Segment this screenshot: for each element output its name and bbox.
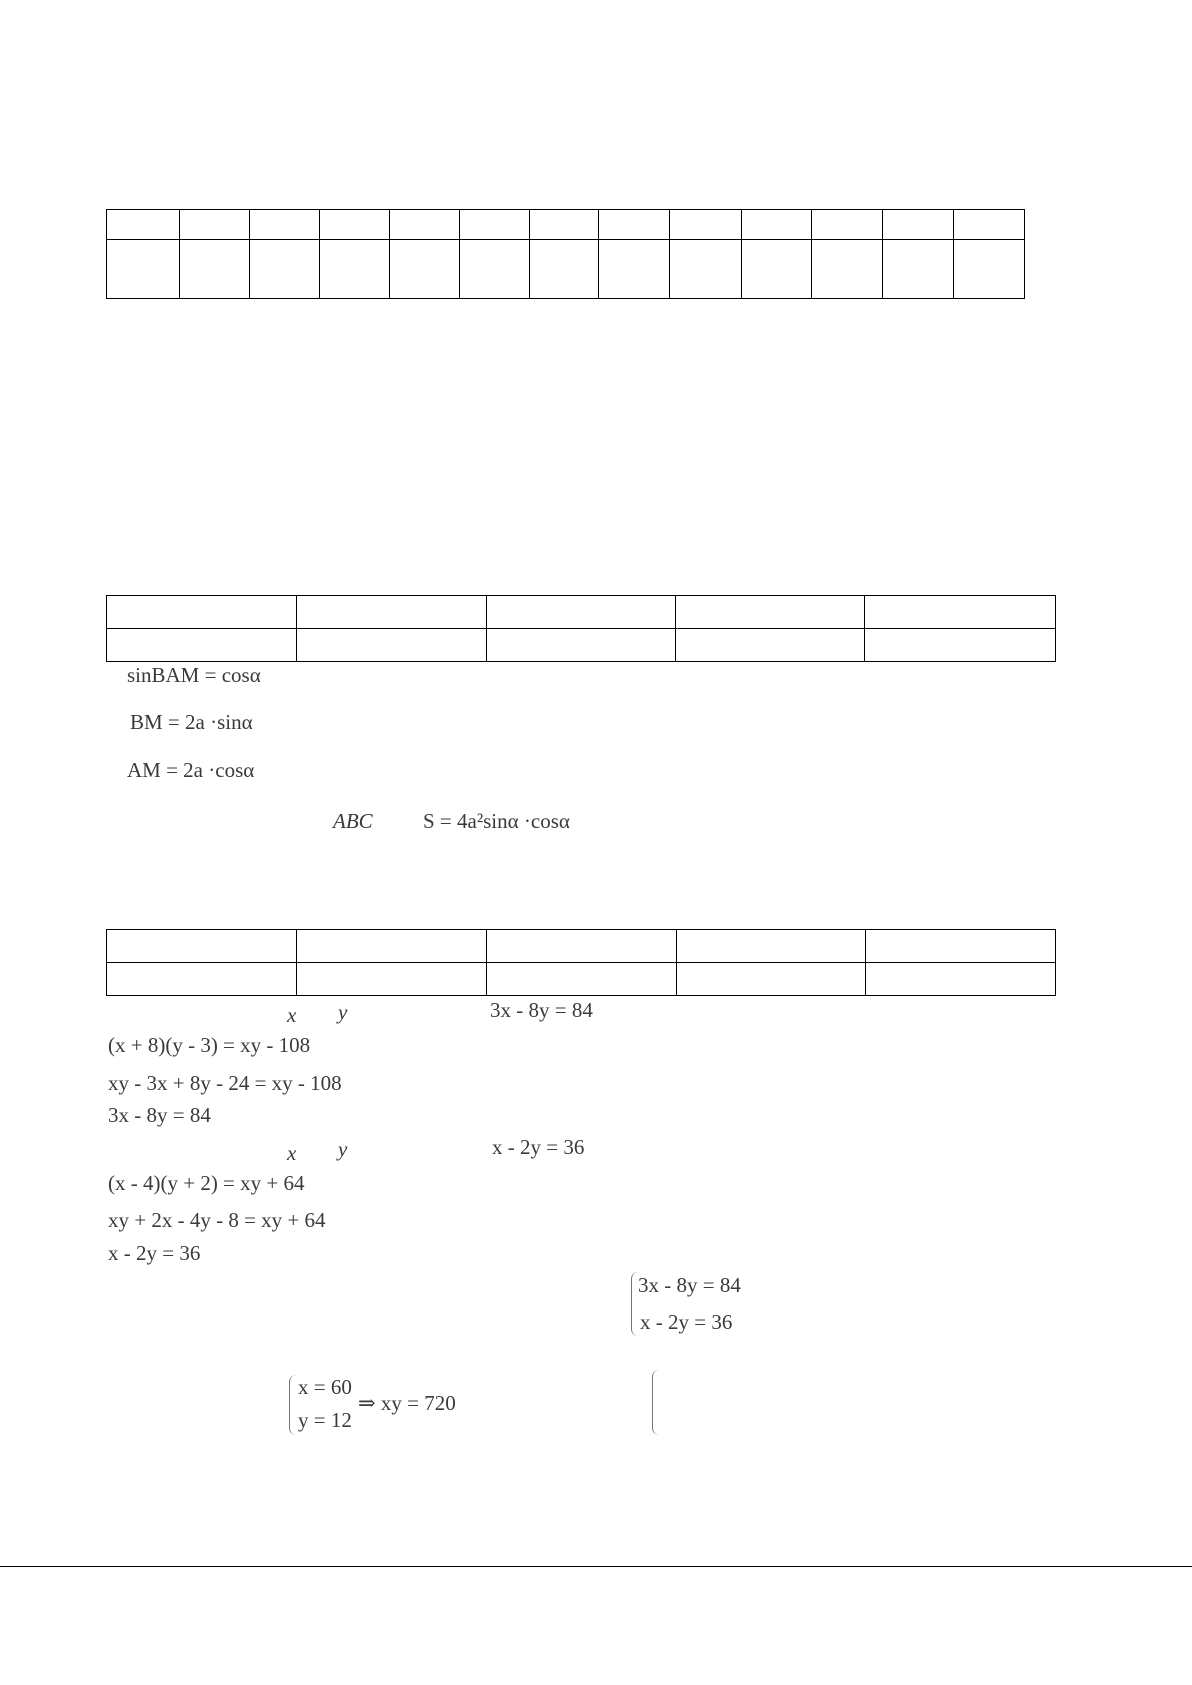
solution-brace bbox=[289, 1375, 296, 1435]
variable-y: y bbox=[338, 1137, 348, 1161]
formula-am: AM = 2a ·cosα bbox=[127, 758, 255, 782]
answer-grid-1 bbox=[106, 209, 1025, 299]
variable-y: y bbox=[338, 1000, 348, 1024]
answer-grid-3 bbox=[106, 929, 1056, 996]
equation-2-step-2: xy + 2x - 4y - 8 = xy + 64 bbox=[108, 1208, 326, 1232]
equation-1-result: 3x - 8y = 84 bbox=[490, 998, 593, 1022]
system-equation-1: 3x - 8y = 84 bbox=[638, 1273, 741, 1297]
equation-1-step-3: 3x - 8y = 84 bbox=[108, 1103, 211, 1127]
equation-2-step-3: x - 2y = 36 bbox=[108, 1241, 201, 1265]
equation-1-step-2: xy - 3x + 8y - 24 = xy - 108 bbox=[108, 1071, 342, 1095]
area-formula: S = 4a²sinα ·cosα bbox=[423, 809, 570, 833]
table-row bbox=[107, 930, 1056, 963]
system-brace bbox=[652, 1370, 659, 1435]
system-equation-2: x - 2y = 36 bbox=[640, 1310, 733, 1334]
variable-x: x bbox=[287, 1141, 297, 1165]
variable-x: x bbox=[287, 1003, 297, 1027]
table-row bbox=[107, 210, 1025, 240]
table-row bbox=[107, 963, 1056, 996]
page-bottom-rule bbox=[0, 1566, 1192, 1567]
formula-bm: BM = 2a ·sinα bbox=[130, 710, 253, 734]
table-row bbox=[107, 240, 1025, 299]
formula-sin-bam: sinBAM = cosα bbox=[127, 663, 261, 687]
equation-2-result: x - 2y = 36 bbox=[492, 1135, 585, 1159]
solution-x: x = 60 bbox=[298, 1375, 352, 1399]
conclusion: ⇒ xy = 720 bbox=[358, 1391, 456, 1415]
answer-grid-2 bbox=[106, 595, 1056, 662]
system-brace bbox=[631, 1272, 638, 1336]
triangle-label: ABC bbox=[333, 809, 373, 833]
equation-1-step-1: (x + 8)(y - 3) = xy - 108 bbox=[108, 1033, 311, 1057]
solution-y: y = 12 bbox=[298, 1408, 352, 1432]
table-row bbox=[107, 629, 1056, 662]
equation-2-step-1: (x - 4)(y + 2) = xy + 64 bbox=[108, 1171, 305, 1195]
table-row bbox=[107, 596, 1056, 629]
